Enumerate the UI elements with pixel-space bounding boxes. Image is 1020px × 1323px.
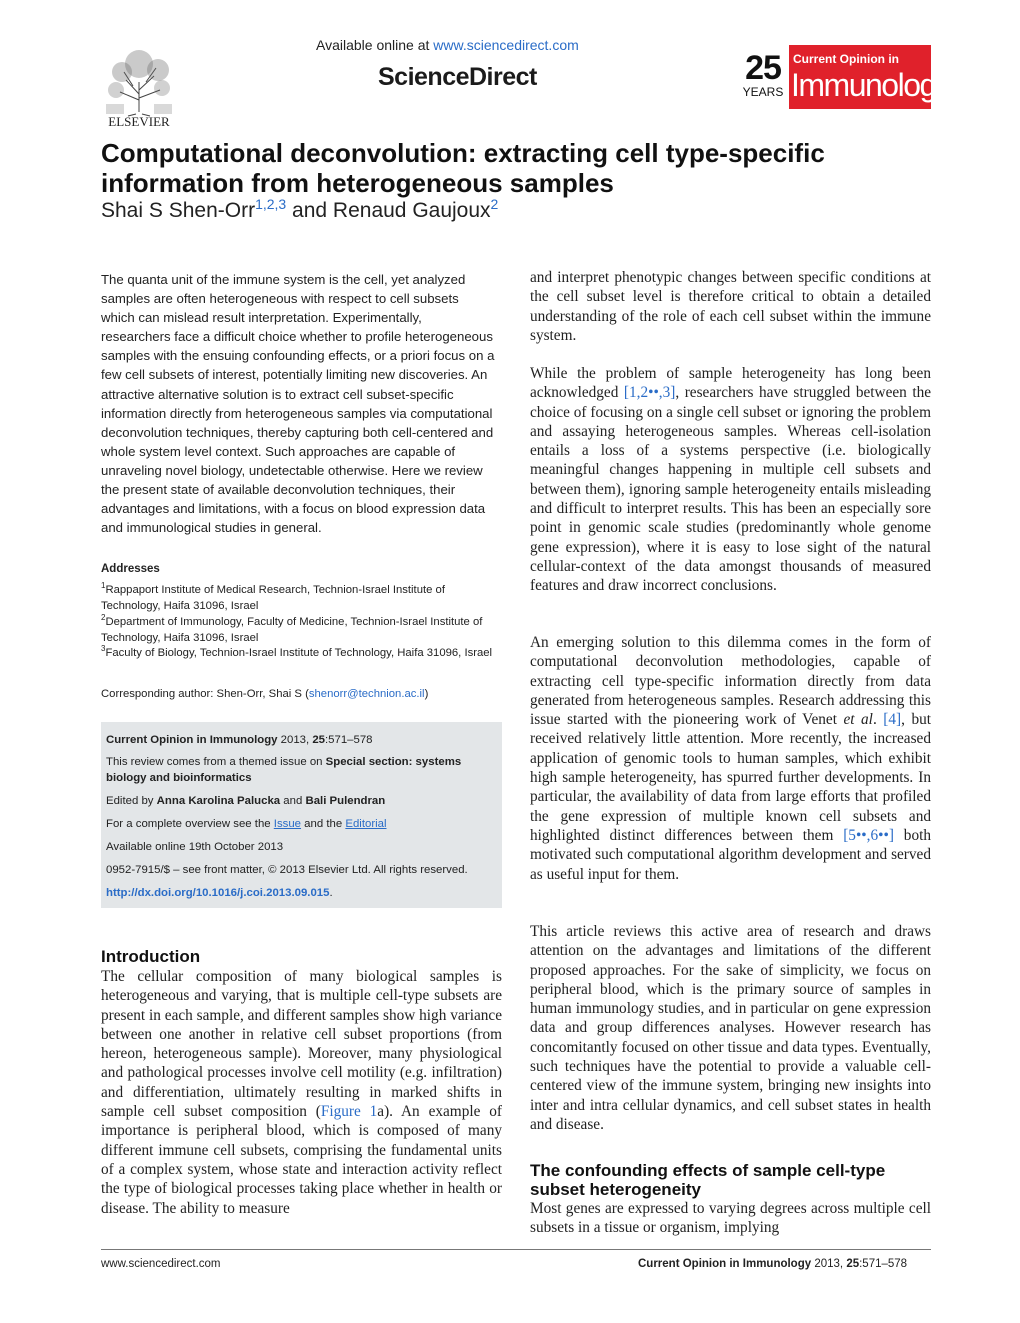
address-1-number: 1 <box>101 581 106 590</box>
intro-text-a: The cellular composition of many biological samples is heterogeneous and varying, that is multiple cell-type subsets are present in each sample, and different samples show high variance between one another in relative cell subset proportions (from hereon, heterogeneous sample). Moreover, many physiological and pathological processes involve cell motility (e.g. infiltration) and differentiation, ultimately resulting in marked shifts in sample cell subset composition ( <box>101 968 502 1121</box>
doi-end: . <box>329 887 333 899</box>
journal-logo <box>789 45 951 109</box>
ref-4-link[interactable]: [4] <box>883 711 902 729</box>
email-link[interactable]: shenorr@technion.ac.il <box>308 688 425 700</box>
journal-name: Immunology <box>791 67 951 103</box>
copyright: 0952-7915/$ – see front matter, © 2013 Elsevier Ltd. All rights reserved. <box>106 864 468 876</box>
paragraph-4: This article reviews this active area of research and draws attention on the advantages and limitations of the different proposed approaches. For the sake of simplicity, we focus on peripheral blood, which is the primary source of samples in human immunology studies, and in particular on gene expression data and group differences analyses. However research has concomitantly focused on other tissue and data types. Eventually, such techniques have the potential to provide a valuable cell-centered view of the immune system, bringing new insights into inter and intra cellular dynamics, and cell subset states in health and disease. <box>530 923 931 1133</box>
info-year: 2013, <box>277 734 313 746</box>
p2-text-a: While the problem of sample heterogeneity has long been acknowledged <box>530 365 931 402</box>
corresponding-prefix: Corresponding author: Shen-Orr, Shai S ( <box>101 688 309 700</box>
address-3-number: 3 <box>101 644 106 653</box>
footer-divider <box>101 1249 931 1250</box>
p3-text-b: . <box>872 711 884 729</box>
author-1-affiliations[interactable]: 1,2,3 <box>255 196 287 212</box>
p3-text-d: both motivated such computational algorithm development and served as useful input for them. <box>530 826 931 883</box>
footer-journal: Current Opinion in Immunology <box>638 1258 812 1270</box>
introduction-text <box>101 967 502 1218</box>
ref-5-6-link[interactable]: [5••,6••] <box>843 826 894 844</box>
abstract: The quanta unit of the immune system is the cell, yet analyzed samples are often heterogeneous with respect to cell subsets which can mislead result interpretation. Experimentally, researchers face a difficult choice whether to profile heterogeneous samples with the ensuing confounding effects, or a priori focus on a few cell subsets of interest, potentially limiting new discoveries. An attractive alternative solution is to extract cell subset-specific information directly from heterogeneous samples via computational deconvolution techniques, thereby capturing both cell-centered and whole system level context. Such approaches are capable of unraveling novel biology, undetectable otherwise. Here we review the present state of available deconvolution techniques, their advantages and limitations, with a focus on blood expression data and immunological studies in general. <box>101 272 495 536</box>
editor-2: Bali Pulendran <box>305 795 386 807</box>
address-3-text: Faculty of Biology, Technion-Israel Institute of Technology, Haifa 31096, Israel <box>105 646 493 659</box>
et-al: et al <box>843 711 873 729</box>
author-2-affiliations[interactable]: 2 <box>490 196 499 212</box>
elsevier-tree-logo <box>98 42 180 128</box>
info-journal: Current Opinion in Immunology <box>106 734 278 746</box>
introduction-heading: Introduction <box>101 947 201 966</box>
address-2-text: Department of Immunology, Faculty of Medicine, Technion-Israel Institute of Technology, Haifa 31096, Israel <box>101 615 483 644</box>
overview-and: and the <box>301 818 346 830</box>
address-3 <box>101 641 495 661</box>
footer-pages: :571–578 <box>859 1258 908 1270</box>
p2-text-b: , researchers have struggled between the choice of focusing on a single cell subset or ignoring the problem and assaying heterogeneous samples. Whereas cell-isolation entails a loss of a systems perspective (i.e. biologically meaningful changes happening in multiple cell subsets and between them), ignoring sample heterogeneity entails misleading and difficult to interpret results. This has been an especially sore point in genomic scale studies (predominantly whole genome gene expression), where it is easy to lose sight of the natural cellular-context of the data amongst thousands of measured features and draw incorrect conclusions. <box>530 384 932 595</box>
article-title: Computational deconvolution: extracting cell type-specific information from heterogeneous samples <box>101 138 825 198</box>
available-prefix: Available online at <box>316 37 434 53</box>
footer-website: www.sciencedirect.com <box>101 1258 221 1270</box>
editor-and: and <box>280 795 306 807</box>
themed-prefix: This review comes from a themed issue on <box>106 756 326 768</box>
author-2: and Renaud Gaujoux <box>286 199 491 222</box>
elsevier-wordmark: ELSEVIER <box>108 114 170 128</box>
paragraph-5: Most genes are expressed to varying degrees across multiple cell subsets in a tissue or organism, implying <box>530 1200 931 1237</box>
footer-year: 2013, <box>811 1258 847 1270</box>
editor-1: Anna Karolina Palucka <box>156 795 281 807</box>
corresponding-suffix: ) <box>424 688 429 700</box>
corresponding-author <box>101 688 495 700</box>
journal-badge <box>737 45 951 109</box>
address-2-number: 2 <box>101 613 106 622</box>
article-info-box <box>101 722 502 908</box>
anniversary-badge <box>737 45 789 109</box>
footer-citation <box>638 1258 907 1270</box>
footer-volume: 25 <box>846 1258 860 1270</box>
address-1 <box>101 578 495 614</box>
intro-text-b: a). An example of importance is peripheral blood, which is composed of many different immune cell subsets, comprising the fundamental units of a complex system, whose state and interaction activity reflect the type of biological processes taking place whether in health or disease. The ability to measure <box>101 1103 502 1217</box>
sciencedirect-link[interactable]: www.sciencedirect.com <box>433 37 579 53</box>
overview-line <box>106 817 498 833</box>
available-date: Available online 19th October 2013 <box>106 841 284 853</box>
paragraph-3 <box>530 633 931 884</box>
themed-issue <box>106 755 498 786</box>
doi-link[interactable]: http://dx.doi.org/10.1016/j.coi.2013.09.015 <box>106 887 330 899</box>
overview-prefix: For a complete overview see the <box>106 818 274 830</box>
p3-text-a: An emerging solution to this dilemma comes in the form of computational deconvolution methodologies, capable of extracting cell type-specific information directly from data generated from heterogeneous samples. Research addressing this issue started with the pioneering work of Venet <box>530 634 931 729</box>
citation-line <box>106 733 498 749</box>
badge-number: 25 <box>745 49 781 87</box>
address-1-text: Rappaport Institute of Medical Research, Technion-Israel Institute of Technology, Haifa 31096, Israel <box>101 583 445 612</box>
editorial-link[interactable]: Editorial <box>345 818 387 830</box>
paragraph-1: and interpret phenotypic changes between specific conditions at the cell subset level is therefore critical to obtain a detailed understanding of the role of each cell subset within the immune system. <box>530 269 931 344</box>
available-online <box>316 37 579 53</box>
issue-link[interactable]: Issue <box>273 818 302 830</box>
doi-line <box>106 886 498 902</box>
paragraph-2 <box>530 364 931 596</box>
info-volume: 25 <box>312 734 325 746</box>
ref-1-3-link[interactable]: [1,2••,3] <box>623 384 676 402</box>
edited-by <box>106 794 498 810</box>
p3-text-c: , but received relatively little attention. More recently, the increased application of genomic tools to human samples, which exhibit high sample heterogeneity, has spurred further developments. In particular, the availability of data from large efforts that profiled the gene expression of multiple known cell subsets and highlighted distinct differences between them <box>530 711 932 844</box>
section-2-heading: The confounding effects of sample cell-type subset heterogeneity <box>530 1161 886 1199</box>
sciencedirect-wordmark: ScienceDirect <box>378 63 537 91</box>
addresses-heading: Addresses <box>101 563 160 575</box>
author-1: Shai S Shen-Orr <box>101 199 256 222</box>
journal-top: Current Opinion in <box>793 52 899 66</box>
badge-years: YEARS <box>742 85 784 99</box>
themed-section: Special section: systems biology and bioinformatics <box>106 756 462 784</box>
figure-1-link[interactable]: Figure 1 <box>320 1103 378 1121</box>
info-pages: :571–578 <box>325 734 373 746</box>
edited-prefix: Edited by <box>106 795 157 807</box>
authors <box>101 196 498 223</box>
